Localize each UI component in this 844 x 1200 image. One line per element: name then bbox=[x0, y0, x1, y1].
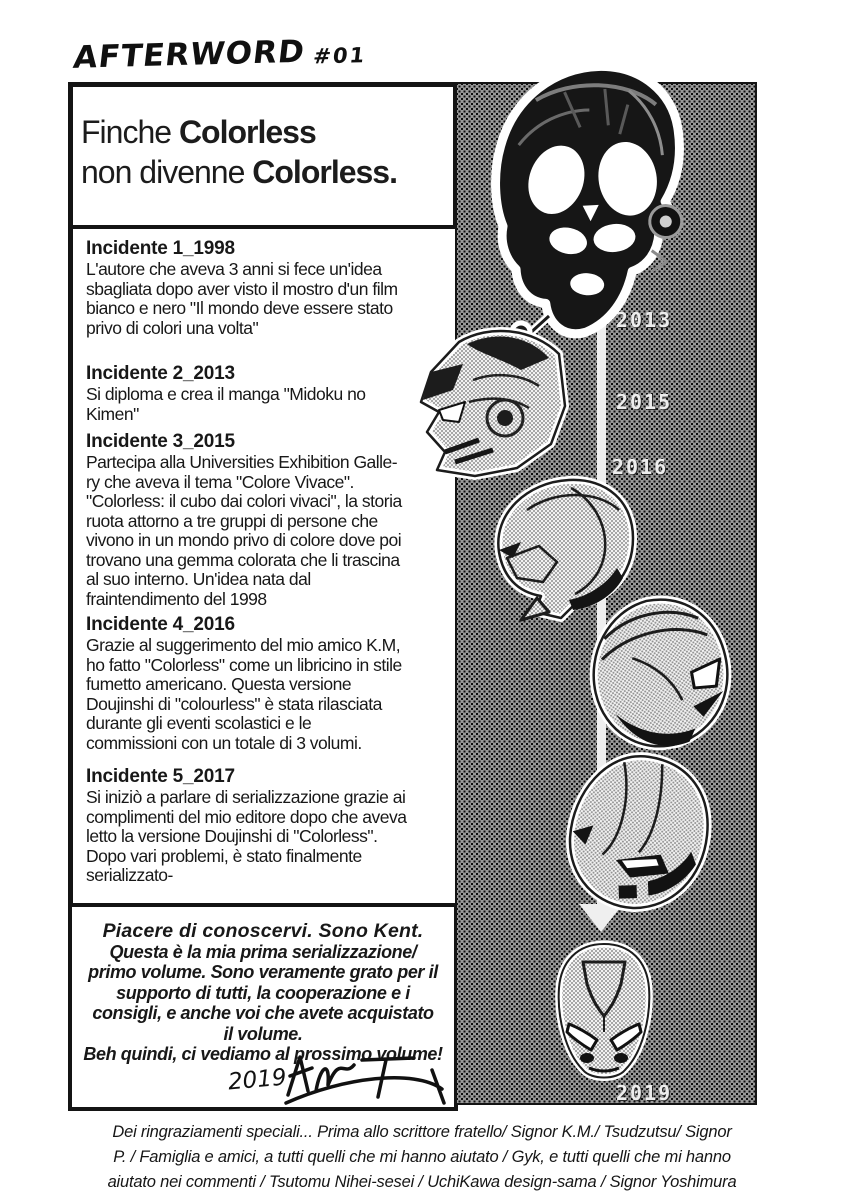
skull-art-2019 bbox=[549, 940, 659, 1088]
title-box bbox=[68, 82, 458, 229]
incident-timeline-text bbox=[68, 229, 458, 903]
skull-art-2015 bbox=[409, 310, 577, 482]
incident-heading: Incidente 3_2015 bbox=[86, 431, 235, 452]
timeline-art-panel bbox=[455, 82, 757, 1105]
greeting-line: primo volume. Sono veramente grato per il bbox=[88, 962, 438, 982]
skull-art-2013 bbox=[461, 50, 712, 351]
skull-art-evolution-5 bbox=[551, 742, 723, 921]
title-line-2: non divenne Colorless. bbox=[81, 154, 397, 190]
incident-heading: Incidente 5_2017 bbox=[86, 766, 235, 787]
greeting-line: il volume. bbox=[223, 1023, 303, 1044]
special-thanks bbox=[40, 1120, 804, 1195]
year-label-2016: 2016 bbox=[612, 455, 669, 479]
greeting-box bbox=[68, 903, 458, 1111]
incident-3: Incidente 3_2015 Partecipa alla Universities Exhibition Galle- ry che aveva il tema "Colore Vivace". "Colorless: il cubo dai colori vivaci", la storia ruota attorno a tre gruppi di persone che vivono in un mondo privo di colore dove poi trovano una gemma colorata che li trascina al suo interno. Un'idea nata dal fraintendimento del 1998 bbox=[86, 430, 454, 609]
title-line-1: Finche Colorless bbox=[81, 114, 316, 150]
incident-4: Incidente 4_2016 Grazie al suggerimento del mio amico K.M, ho fatto "Colorless" come un libricino in stile fumetto americano. Questa versione Doujinshi di "colourless" è stata rilasciata durante gli eventi scolastici e le commissioni con un totale di 3 volumi. bbox=[86, 613, 454, 753]
signature-year: 2019 bbox=[226, 1064, 288, 1096]
year-label-2015: 2015 bbox=[616, 390, 673, 414]
kent-signature-scribble bbox=[282, 1049, 446, 1109]
greeting-line: Piacere di conoscervi. Sono Kent. bbox=[102, 920, 424, 942]
afterword-title-text: AFTERWORD bbox=[71, 33, 307, 76]
thanks-line: aiutato nei commenti / Tsutomu Nihei-sesei / UchiKawa design-sama / Signor Yoshimura bbox=[107, 1173, 737, 1191]
incident-heading: Incidente 4_2016 bbox=[86, 614, 235, 635]
incident-heading: Incidente 2_2013 bbox=[86, 363, 235, 384]
incident-heading: Incidente 1_1998 bbox=[86, 238, 235, 259]
incident-2: Incidente 2_2013 Si diploma e crea il manga "Midoku no Kimen" bbox=[86, 362, 454, 424]
greeting-line: Beh quindi, ci vediamo al prossimo volume! bbox=[83, 1044, 443, 1064]
greeting-line: Questa è la mia prima serializzazione/ bbox=[109, 941, 417, 962]
skull-art-evolution-4 bbox=[571, 582, 746, 762]
incident-1: Incidente 1_1998 L'autore che aveva 3 anni si fece un'idea sbagliata dopo aver visto il mostro d'un film bianco e nero "Il mondo deve essere stato privo di colori una volta" bbox=[86, 237, 454, 338]
thanks-line: P. / Famiglia e amici, a tutti quelli che mi hanno aiutato / Gyk, e tutti quelli che mi hanno bbox=[113, 1148, 731, 1166]
year-label-2019: 2019 bbox=[616, 1081, 673, 1105]
greeting-line: consigli, e anche voi che avete acquistato bbox=[92, 1003, 434, 1023]
year-label-2013: 2013 bbox=[616, 308, 673, 332]
page-title bbox=[71, 32, 368, 76]
greeting-line: supporto di tutti, la cooperazione e i bbox=[116, 982, 410, 1003]
incident-5: Incidente 5_2017 Si iniziò a parlare di serializzazione grazie ai complimenti del mio editore dopo che aveva letto la versione Doujinshi di "Colorless". Dopo vari problemi, è stato finalmente serializzato- bbox=[86, 765, 454, 886]
afterword-number: #01 bbox=[311, 43, 368, 69]
thanks-line: Dei ringraziamenti speciali... Prima allo scrittore fratello/ Signor K.M./ Tsudzutsu/ Signor bbox=[112, 1123, 732, 1141]
